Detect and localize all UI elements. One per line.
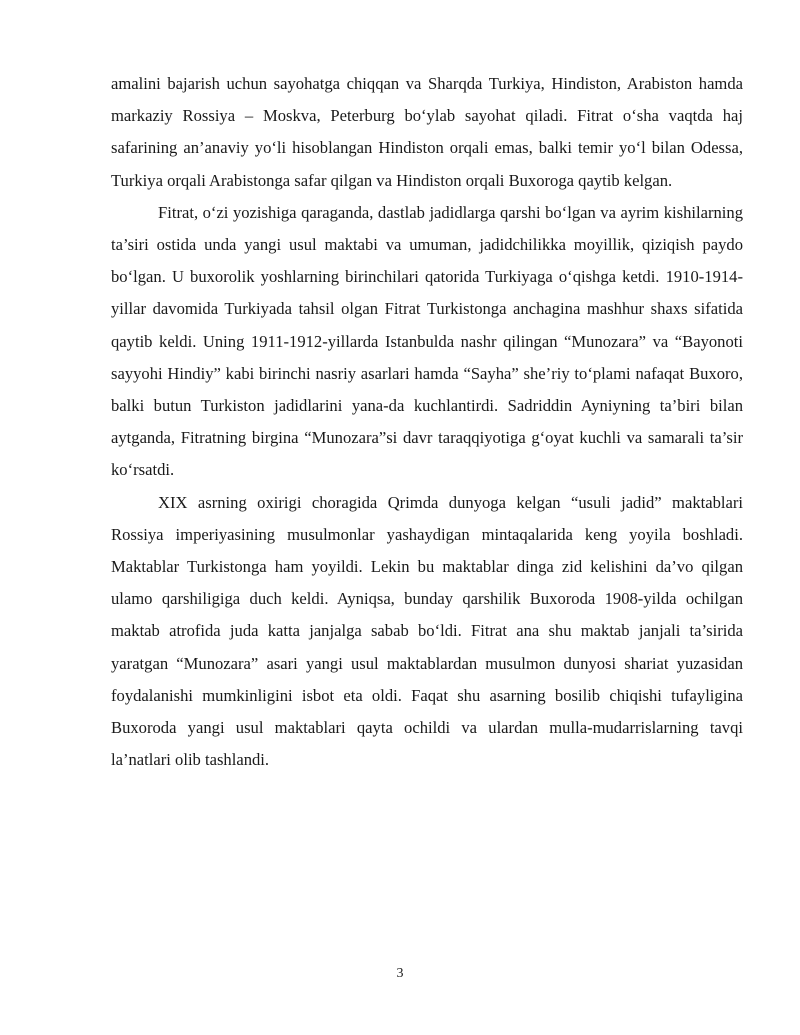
paragraph-usuli-jadid: XIX asrning oxirigi choragida Qrimda dunyoga kelgan “usuli jadid” maktablari Rossiya imperiyasining musulmonlar yashaydigan mintaqalarida keng yoyila boshladi. Maktablar Turkistonga ham yoyildi. Lekin bu maktablar dinga zid kelishini da’vo qilgan ulamo qarshiligiga duch keldi. Ayniqsa, bunday qarshilik Buxoroda 1908-yilda ochilgan maktab atrofida juda katta janjalga sabab bo‘ldi. Fitrat ana shu maktab janjali ta’sirida yaratgan “Munozara” asari yangi usul maktablardan musulmon dunyosi shariat yuzasidan foydalanishi mumkinligini isbot eta oldi. Faqat shu asarning bosilib chiqishi tufayligina Buxoroda yangi usul maktablari qayta ochildi va ulardan mulla-mudarrislarning tavqi la’natlari olib tashlandi. xyxy=(111,492,743,770)
page-number: 3 xyxy=(396,966,404,981)
paragraph-continued: amalini bajarish uchun sayohatga chiqqan va Sharqda Turkiya, Hindiston, Arabiston hamda markaziy Rossiya – Moskva, Peterburg bo‘ylab sayohat qiladi. Fitrat o‘sha vaqtda haj safarining an’anaviy yo‘li hisoblangan Hindiston orqali emas, balki temir yo‘l bilan Odessa, Turkiya orqali Arabistonga safar qilgan va Hindiston orqali Buxoroga qaytib kelgan. xyxy=(111,74,743,190)
document-body xyxy=(111,68,743,776)
paragraph-fitrat-turkey: Fitrat, o‘zi yozishiga qaraganda, dastlab jadidlarga qarshi bo‘lgan va ayrim kishilarning ta’siri ostida unda yangi usul maktabi va umuman, jadidchilikka moyillik, qiziqish paydo bo‘lgan. U buxorolik yoshlarning birinchilari qatorida Turkiyaga o‘qishga ketdi. 1910-1914-yillar davomida Turkiyada tahsil olgan Fitrat Turkistonga anchagina mashhur shaxs sifatida qaytib keldi. Uning 1911-1912-yillarda Istanbulda nashr qilingan “Munozara” va “Bayonoti sayyohi Hindiy” kabi birinchi nasriy asarlari hamda “Sayha” she’riy to‘plami nafaqat Buxoro, balki butun Turkiston jadidlarini yana-da kuchlantirdi. Sadriddin Ayniyning ta’biri bilan aytganda, Fitratning birgina “Munozara”si davr taraqqiyotiga g‘oyat kuchli va samarali ta’sir ko‘rsatdi. xyxy=(111,202,743,480)
